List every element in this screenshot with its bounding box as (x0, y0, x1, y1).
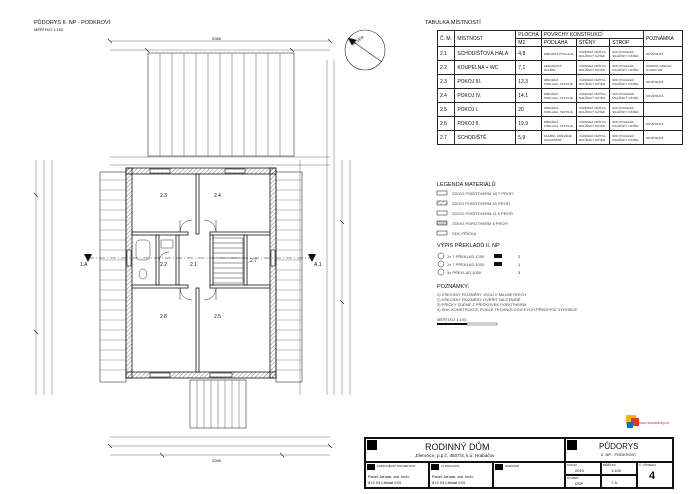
cell-note: ODVĚTRÁNÍ (643, 131, 682, 145)
cell-room: SCHODIŠTĚ (455, 131, 516, 145)
lintel-item: 2x 7 PŘEKLAD 1250 (447, 254, 485, 259)
cell-walls: VÁPENNÁ OMÍTKA, MALÍŘSKÝ NÁTĚR (576, 89, 609, 103)
roof-terrace-top (148, 53, 294, 156)
note-line: 3) PŘÍČKY ZDĚNÉ Z PŘÍČKOVEK POROTHERM (437, 302, 527, 307)
notes-title: POZNÁMKY: (437, 284, 470, 290)
cell-note: ODVĚTRÁNÍ (643, 89, 682, 103)
legend-title: LEGENDA MATERIÁLŮ (437, 182, 496, 188)
cell-num: 2.3 (438, 75, 455, 89)
cell-room: POKOJ IV. (455, 89, 516, 103)
cell-area: 5,9 (516, 131, 542, 145)
cell-ceiling: SDK PODHLED, MALÍŘSKÝ NÁTĚR (610, 47, 644, 61)
cell-num: 2.6 (438, 117, 455, 131)
cell-floor: KERAMICKÁ DLAŽBA (541, 61, 576, 75)
tb-author: Pavel Janata, aut. tech. (368, 474, 410, 479)
cell-floor: DŘEVĚNÁ PODLAHA (541, 47, 576, 61)
th-floor: PODLAHA (541, 39, 576, 47)
tb-stage-label: STUPEŇ (567, 476, 579, 480)
table-row (438, 75, 683, 89)
roof-terrace-bottom (190, 380, 246, 428)
cell-floor: DŘEVĚNÁ PODLAHA, TEXTILIE (541, 117, 576, 131)
tb-investor-label: INVESTOR (505, 464, 520, 468)
tb-date: 2010 (575, 468, 584, 473)
cell-num: 2.2 (438, 61, 455, 75)
roof-slope-left (100, 172, 126, 382)
logo-text: www.novostavby.cz (638, 421, 670, 425)
cell-walls: VÁPENNÁ OMÍTKA, MALÍŘSKÝ NÁTĚR (576, 103, 609, 117)
legend-item: SDK PŘÍČKA (452, 231, 477, 236)
lintel-count: 2 (518, 254, 521, 259)
legend-item: ZDIVO POROTHERM 30 PROFI (452, 201, 511, 206)
table-row (438, 131, 683, 145)
cell-room: POKOJ III. (455, 75, 516, 89)
inner-walls (132, 174, 270, 372)
tb-drew: Pavel Janata, aut. tech. (432, 474, 474, 479)
cell-floor: DŘEVĚNÁ PODLAHA, TEXTILIE (541, 103, 576, 117)
tb-mark (367, 464, 375, 470)
drawing-title: PŮDORYS II. NP - PODKROVÍ (34, 20, 111, 26)
tb-project: RODINNÝ DŮM (425, 442, 490, 452)
cell-area: 20 (516, 103, 542, 117)
tb-author-label: ZODPOVĚDNÝ PROJEKTANT (377, 464, 416, 468)
room-label-2-5: 2.5 (214, 314, 221, 320)
lintel-item: 2x 7 PŘEKLAD 1000 (447, 262, 485, 267)
room-label-2-7: 2.7 (250, 258, 257, 264)
bathroom-fixtures (136, 240, 173, 279)
note-line: 1) VŠECHNY ROZMĚRY JSOU V MILIMETRECH (437, 292, 527, 297)
title-block (364, 437, 674, 489)
room-table (437, 30, 683, 145)
tb-investor-cell (493, 462, 565, 488)
table-row (438, 103, 683, 117)
tb-drawing-sub: II. NP - PODKROVÍ (601, 452, 636, 457)
cell-note: ODVĚTRÁNÍ (643, 75, 682, 89)
tb-mark (567, 440, 577, 450)
lintel-item: 3x PŘEKLAD 1000 (447, 270, 482, 275)
cell-area: 19,9 (516, 117, 542, 131)
cell-ceiling: SDK PODHLED, MALÍŘSKÝ NÁTĚR (610, 131, 644, 145)
cell-area: 7,1 (516, 61, 542, 75)
room-label-2-2: 2.2 (160, 262, 167, 268)
cell-area: 12,3 (516, 75, 542, 89)
table-row (438, 117, 683, 131)
th-area-unit: M2 (516, 39, 542, 47)
cell-num: 2.1 (438, 47, 455, 61)
dimension-lines (34, 39, 350, 457)
th-room: MÍSTNOST (455, 31, 516, 47)
cell-walls: VÁPENNÁ OMÍTKA, MALÍŘSKÝ NÁTĚR (576, 61, 609, 75)
windows (127, 169, 275, 377)
cell-room: POKOJ I. (455, 103, 516, 117)
tb-author-addr: 512 03 Libštát 243 (368, 480, 401, 485)
cell-room: KOUPELNA + WC (455, 61, 516, 75)
tb-format-cell (601, 475, 637, 488)
room-label-2-1: 2.1 (190, 262, 197, 268)
cell-ceiling: SDK PODHLED, MALÍŘSKÝ NÁTĚR (610, 89, 644, 103)
cell-floor: DŘEVĚNÁ PODLAHA, TEXTILIE (541, 89, 576, 103)
cell-num: 2.7 (438, 131, 455, 145)
outer-walls (126, 168, 276, 378)
tb-sheet: 4 (649, 470, 656, 482)
tb-format: 7.A (611, 480, 618, 485)
tb-mark (367, 440, 377, 450)
table-row (438, 89, 683, 103)
lintel-count: 1 (518, 262, 521, 267)
cell-walls: VÁPENNÁ OMÍTKA, MALÍŘSKÝ NÁTĚR (576, 117, 609, 131)
section-label-right: A.1 (314, 262, 322, 268)
cell-note: ODVĚTRÁNÍ (643, 47, 682, 61)
table-row (438, 47, 683, 61)
dimension-bottom: 2065 (212, 458, 221, 463)
cell-floor: DŘEVĚNÁ PODLAHA, TEXTILIE (541, 75, 576, 89)
lintels-title: VÝPIS PŘEKLADŮ II. NP (437, 243, 500, 249)
cell-area: 4,8 (516, 47, 542, 61)
th-surfaces: POVRCHY KONSTRUKCÍ (541, 31, 643, 39)
th-ceiling: STROP (610, 39, 644, 47)
cell-walls: VÁPENNÁ OMÍTKA, MALÍŘSKÝ NÁTĚR (576, 75, 609, 89)
roof-slope-right (276, 172, 302, 382)
note-line: 2) VŠECHNY ROZMĚRY OVĚŘIT NA STAVBĚ (437, 297, 521, 302)
note-line: 4) SDK KONSTRUKCE PODLE TECHNOLOGICKÝCH PŘEDPISŮ VÝROBCE (437, 307, 578, 312)
th-num: Č. M. (438, 31, 455, 47)
cell-walls: VÁPENNÁ OMÍTKA, MALÍŘSKÝ NÁTĚR (576, 131, 609, 145)
tb-stage: DSP (575, 481, 584, 486)
cell-ceiling: SDK PODHLED, MALÍŘSKÝ NÁTĚR (610, 75, 644, 89)
cell-num: 2.5 (438, 103, 455, 117)
cell-note: NORMÁL OBKLAD H=2000 MM (643, 61, 682, 75)
tb-scale: 1:100 (611, 468, 622, 473)
cell-area: 14,1 (516, 89, 542, 103)
cell-room: SCHODIŠŤOVÁ HALA (455, 47, 516, 61)
company-logo (612, 413, 668, 431)
tb-mark (495, 464, 503, 470)
legend-item: ZDIVO POROTHERM 44 T PROFI (452, 191, 514, 196)
cell-floor: DLAŽBA, DŘEVĚNÉ SCHODIŠTĚ (541, 131, 576, 145)
th-area: PLOCHA (516, 31, 542, 39)
table-row (438, 61, 683, 75)
cell-ceiling: SDK PODHLED, MALÍŘSKÝ NÁTĚR (610, 61, 644, 75)
th-note: POZNÁMKA (643, 31, 682, 47)
lintel-count: 3 (518, 270, 521, 275)
tb-drew-label: VYPRACOVAL (441, 464, 460, 468)
cell-ceiling: SDK PODHLED, MALÍŘSKÝ NÁTĚR (610, 103, 644, 117)
drawing-scale: MĚŘÍTKO 1:100 (34, 27, 64, 32)
tb-scale-label: MĚŘÍTKO (603, 463, 616, 467)
tb-location: Jílemnice, p.p.č. 4507/3, k.ú. Hrabačov (415, 453, 495, 458)
cell-ceiling: SDK PODHLED, MALÍŘSKÝ NÁTĚR (610, 117, 644, 131)
north-arrow (345, 30, 385, 70)
dimension-top: 2065 (212, 36, 221, 41)
tb-drawing-name: PŮDORYS (599, 442, 639, 451)
cell-room: POKOJ II. (455, 117, 516, 131)
tb-date-label: DATUM (567, 463, 577, 467)
legend-item: ZDIVO POROTHERM 8 PROFI (452, 221, 509, 226)
room-label-2-8: 2.8 (160, 314, 167, 320)
legend-item: ZDIVO POROTHERM 11.5 PROFI (452, 211, 514, 216)
table-title: TABULKA MÍSTNOSTÍ (425, 20, 481, 26)
th-walls: STĚNY (576, 39, 609, 47)
section-label-left: 1.A (80, 262, 88, 268)
tb-drew-addr: 512 03 Libštát 243 (432, 480, 465, 485)
cell-num: 2.4 (438, 89, 455, 103)
tb-mark (431, 464, 439, 470)
tb-sheet-label: Č. VÝKRESU (639, 463, 656, 467)
staircase (213, 238, 243, 283)
notes-scale: MĚŘÍTKO 1:100 (437, 317, 467, 322)
room-label-2-3: 2.3 (160, 193, 167, 199)
cell-note (643, 103, 682, 117)
north-label: SEVER (350, 34, 365, 47)
room-label-2-4: 2.4 (214, 193, 221, 199)
cell-walls: VÁPENNÁ OMÍTKA, MALÍŘSKÝ NÁTĚR (576, 47, 609, 61)
cell-note: ODVĚTRÁNÍ (643, 117, 682, 131)
